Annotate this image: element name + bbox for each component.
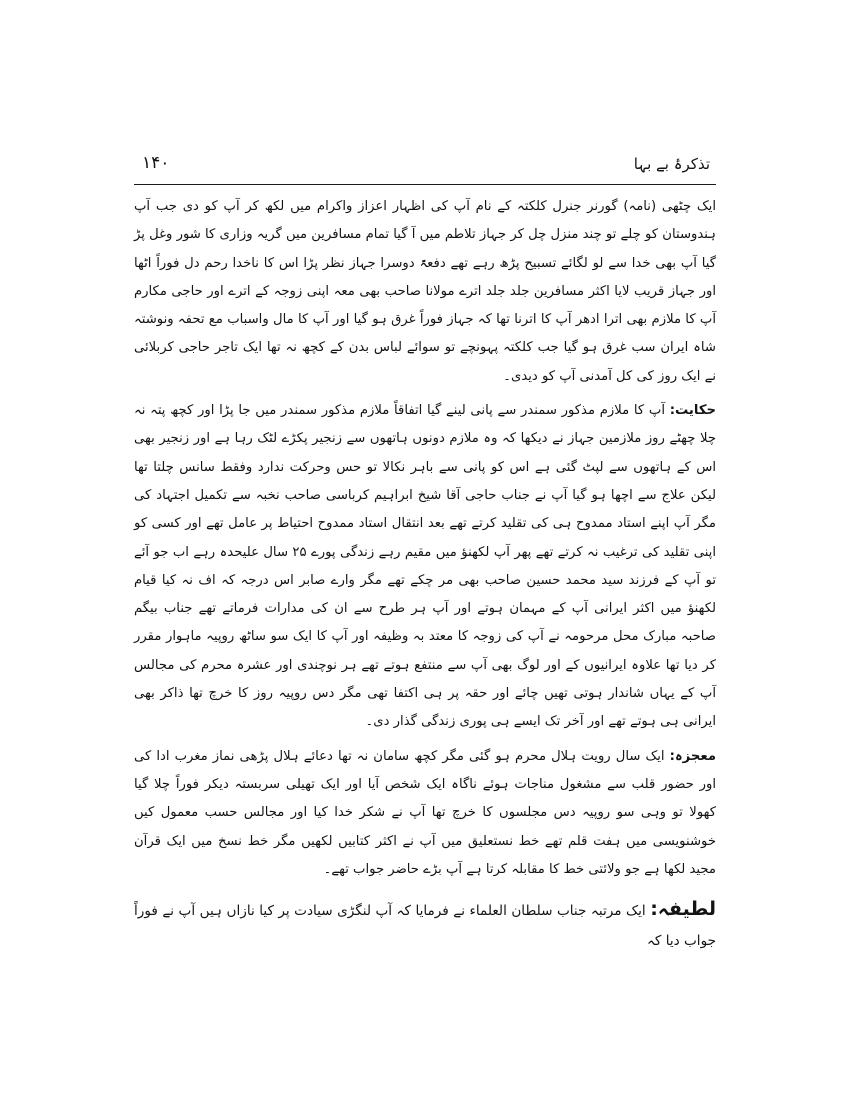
running-title: تذکرۂ بے بہا — [633, 155, 710, 173]
paragraph-letter-and-shipwreck: ایک چٹھی (نامہ) گورنر جنرل کلکتہ کے نام آپ کی اظہار اعزاز واکرام میں لکھ کر آپ کو دی جب آپ ہندوستان کو چلے تو چند منزل چل کر جہاز تلاطم میں آ گیا تمام مسافرین میں گریہ وزاری کا شور وغل پڑ گیا آپ بھی خدا سے لو لگائے تسبیح پڑھ رہے تھے دفعۃً دوسرا جہاز نظر پڑا اس کا ناخدا رحم دل فوراً اٹھا اور جہاز قریب لایا اکثر مسافرین جلد جلد اترے مولانا صاحب بھی معہ اپنی زوجہ کے اترے اور حاجی مکارم آپ کا ملازم بھی اترا ادھر آپ کا اترنا تھا کہ جہاز فوراً غرق ہو گیا اور آپ کا مال واسباب مع تحفہ ونوشتہ شاہ ایران سب غرق ہو گیا جب کلکتہ پہونچے تو سوائے لباس بدن کے کچھ نہ تھا ایک تاجر حاجی کربلائی نے ایک روز کی کل آمدنی آپ کو دیدی۔ — [134, 199, 716, 384]
mujiza-text: ایک سال رویت ہلال محرم ہو گئی مگر کچھ سامان نہ تھا دعائے ہلال پڑھی نماز مغرب ادا کی اور حضور قلب سے مشغول مناجات ہوئے ناگاہ ایک شخص آیا اور ایک تھیلی سربستہ دیکر فوراً چلا گیا کھولا تو وہی سو روپیہ دس مجلسوں کا خرچ تھا آپ نے شکر خدا کیا اور مجالس حسب معمول کیں خوشنویسی میں ہفت قلم تھے خط نستعلیق میں آپ نے اکثر کتابیں لکھیں مگر خط نسخ میں ایک قرآن مجید لکھا ہے جو ولائتی خط کا مقابلہ کرتا ہے آپ بڑے حاضر جواب تھے۔ — [134, 748, 716, 877]
latifa-label: لطیفہ: — [650, 898, 716, 921]
paragraph-mujiza — [134, 743, 716, 884]
paragraph-latifa — [134, 894, 716, 956]
latifa-text: ایک مرتبہ جناب سلطان العلماء نے فرمایا کہ آپ لنگڑی سیادت پر کیا نازاں ہیں آپ نے فوراً جواب دیا کہ — [134, 903, 716, 950]
hikayat-label: حکایت: — [669, 403, 716, 419]
page-number: ۱۴۰ — [142, 153, 170, 173]
page-body — [134, 193, 716, 956]
paragraph-hikayat — [134, 397, 716, 737]
hikayat-text: آپ کا ملازم مذکور سمندر سے پانی لینے گیا اتفاقاً ملازم مذکور سمندر میں جا پڑا اور کچھ پتہ نہ چلا چھٹے روز ملازمین جہاز نے دیکھا کہ وہ ملازم دونوں ہاتھوں سے زنجیر پکڑے لٹک رہا ہے اور زنجیر بھی اس کے ہاتھوں سے لپٹ گئی ہے اس کو پانی سے باہر نکالا تو حس وحرکت ندارد وفقط سانس چلتا تھا لیکن علاج سے اچھا ہو گیا آپ نے جناب حاجی آقا شیخ ابراہیم کرباسی صاحب نخبہ سے تکمیل اجتہاد کی مگر آپ اپنے استاد ممدوح ہی کی تقلید کرتے تھے بعد انتقال استاد ممدوح احتیاط پر عامل تھے اور کسی کو اپنی تقلید کی ترغیب نہ کرتے تھے پھر آپ لکھنؤ میں مقیم رہے زندگی پورے ۲۵ سال علیحدہ رہے اب جو آئے تو آپ کے فرزند سید محمد حسین صاحب بھی مر چکے تھے مگر وارے صابر اس درجہ کہ اف نہ کیا قیام لکھنؤ میں اکثر ایرانی آپ کے مہمان ہوتے اور آپ ہر طرح سے ان کی مدارات فرماتے تھے جناب بیگم صاحبہ مبارک محل مرحومہ نے آپ کی زوجہ کا معتد بہ وظیفہ اور آپ کا ایک سو ساٹھ روپیہ ماہوار مقرر کر دیا تھا علاوہ ایرانیوں کے اور لوگ بھی آپ سے منتفع ہوتے تھے ہر نوچندی اور عشرہ محرم کی مجالس آپ کے یہاں شاندار ہوتی تھیں چائے اور حقہ پر ہی اکتفا تھی مگر دس روپیہ روز کا خرچ تھا ذاکر بھی ایرانی ہی ہوتے تھے اور آخر تک ایسے ہی پوری زندگی گذار دی۔ — [134, 403, 717, 730]
mujiza-label: معجزہ: — [669, 748, 716, 764]
header-rule — [134, 184, 716, 185]
